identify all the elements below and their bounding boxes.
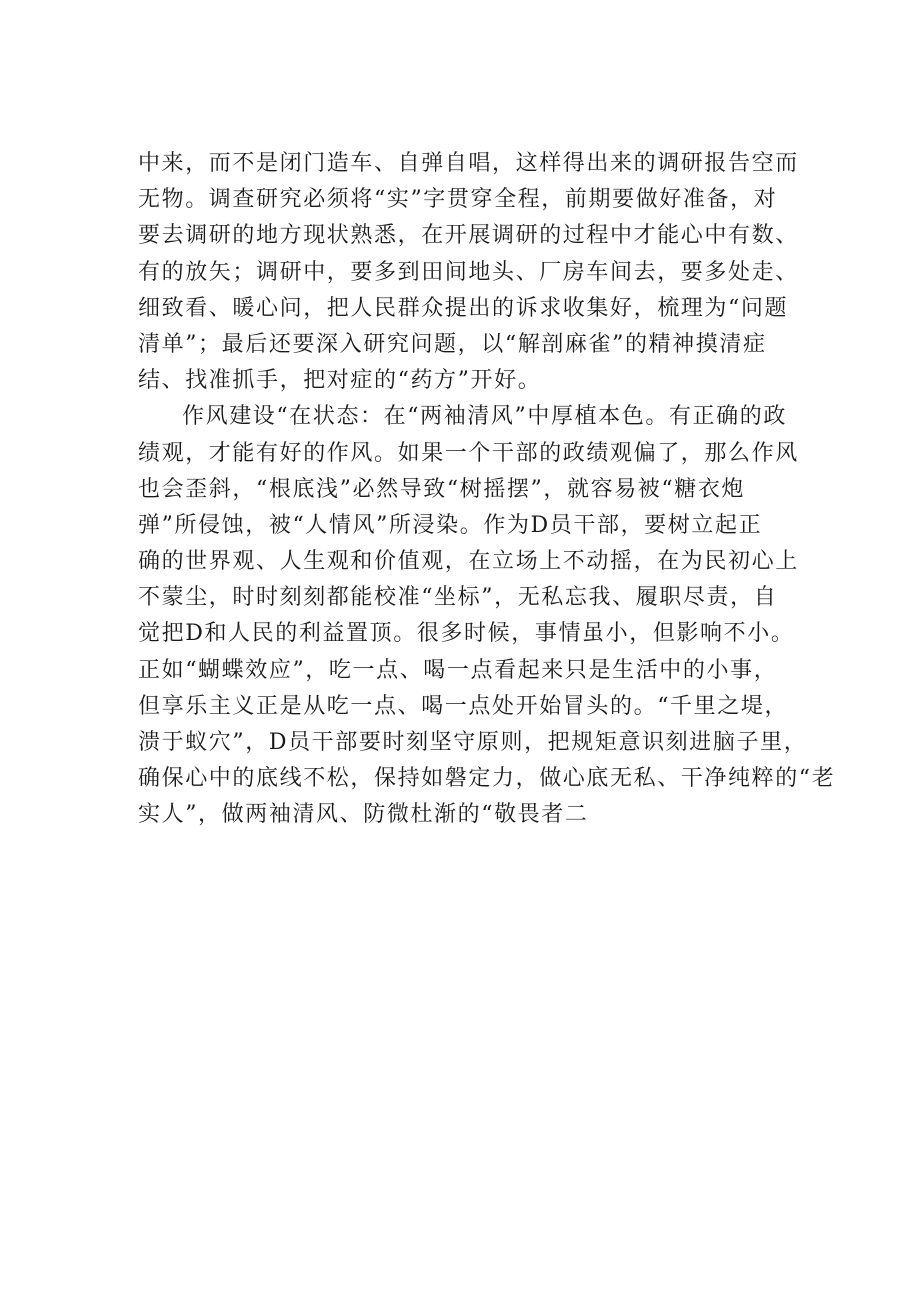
text-line: 清单”；最后还要深入研究问题，以“解剖麻雀”的精神摸清症 [138, 331, 767, 357]
text-line: 觉把D和人民的利益置顶。很多时候，事情虽小，但影响不小。 [138, 621, 795, 647]
text-line: 但享乐主义正是从吃一点、喝一点处开始冒头的。“千里之堤， [138, 693, 789, 719]
text-line: 作风建设“在状态：在“两袖清风”中厚植本色。有正确的政 [182, 404, 787, 430]
text-line: 绩观，才能有好的作风。如果一个干部的政绩观偏了，那么作风 [138, 440, 799, 466]
text-line: 不蒙尘，时时刻刻都能校准“坐标”，无私忘我、履职尽责，自 [138, 585, 778, 611]
body-text [138, 146, 836, 834]
text-line: 正如“蝴蝶效应”，吃一点、喝一点看起来只是生活中的小事， [138, 657, 778, 683]
text-line: 溃于蚁穴”，D员干部要时刻坚守原则，把规矩意识刻进脑子里， [138, 730, 808, 755]
text-line: 确的世界观、人生观和价值观，在立场上不动摇，在为民初心上 [138, 549, 799, 575]
text-line: 细致看、暖心问，把人民群众提出的诉求收集好，梳理为“问题 [138, 295, 789, 321]
paragraph-1 [138, 146, 802, 399]
text-line: 有的放矢；调研中，要多到田间地头、厂房车间去，要多处走、 [138, 259, 799, 285]
text-line: 实人”，做两袖清风、防微杜渐的“敬畏者二 [138, 802, 589, 828]
text-line: 也会歪斜，“根底浅”必然导致“树摇摆”，就容易被“糖衣炮 [138, 476, 746, 502]
text-line: 要去调研的地方现状熟悉，在开展调研的过程中才能心中有数、 [138, 223, 799, 249]
paragraph-2 [138, 399, 836, 833]
text-line: 中来，而不是闭门造车、自弹自唱，这样得出来的调研报告空而 [138, 151, 799, 176]
text-line: 无物。调查研究必须将“实”字贯穿全程，前期要做好准备，对 [138, 187, 778, 213]
text-line: 弹”所侵蚀，被“人情风”所浸染。作为D员干部，要树立起正 [138, 512, 763, 538]
text-line: 确保心中的底线不松，保持如磐定力，做心底无私、干净纯粹的“老 [138, 766, 836, 792]
text-line: 结、找准抓手，把对症的“药方”开好。 [138, 368, 542, 394]
